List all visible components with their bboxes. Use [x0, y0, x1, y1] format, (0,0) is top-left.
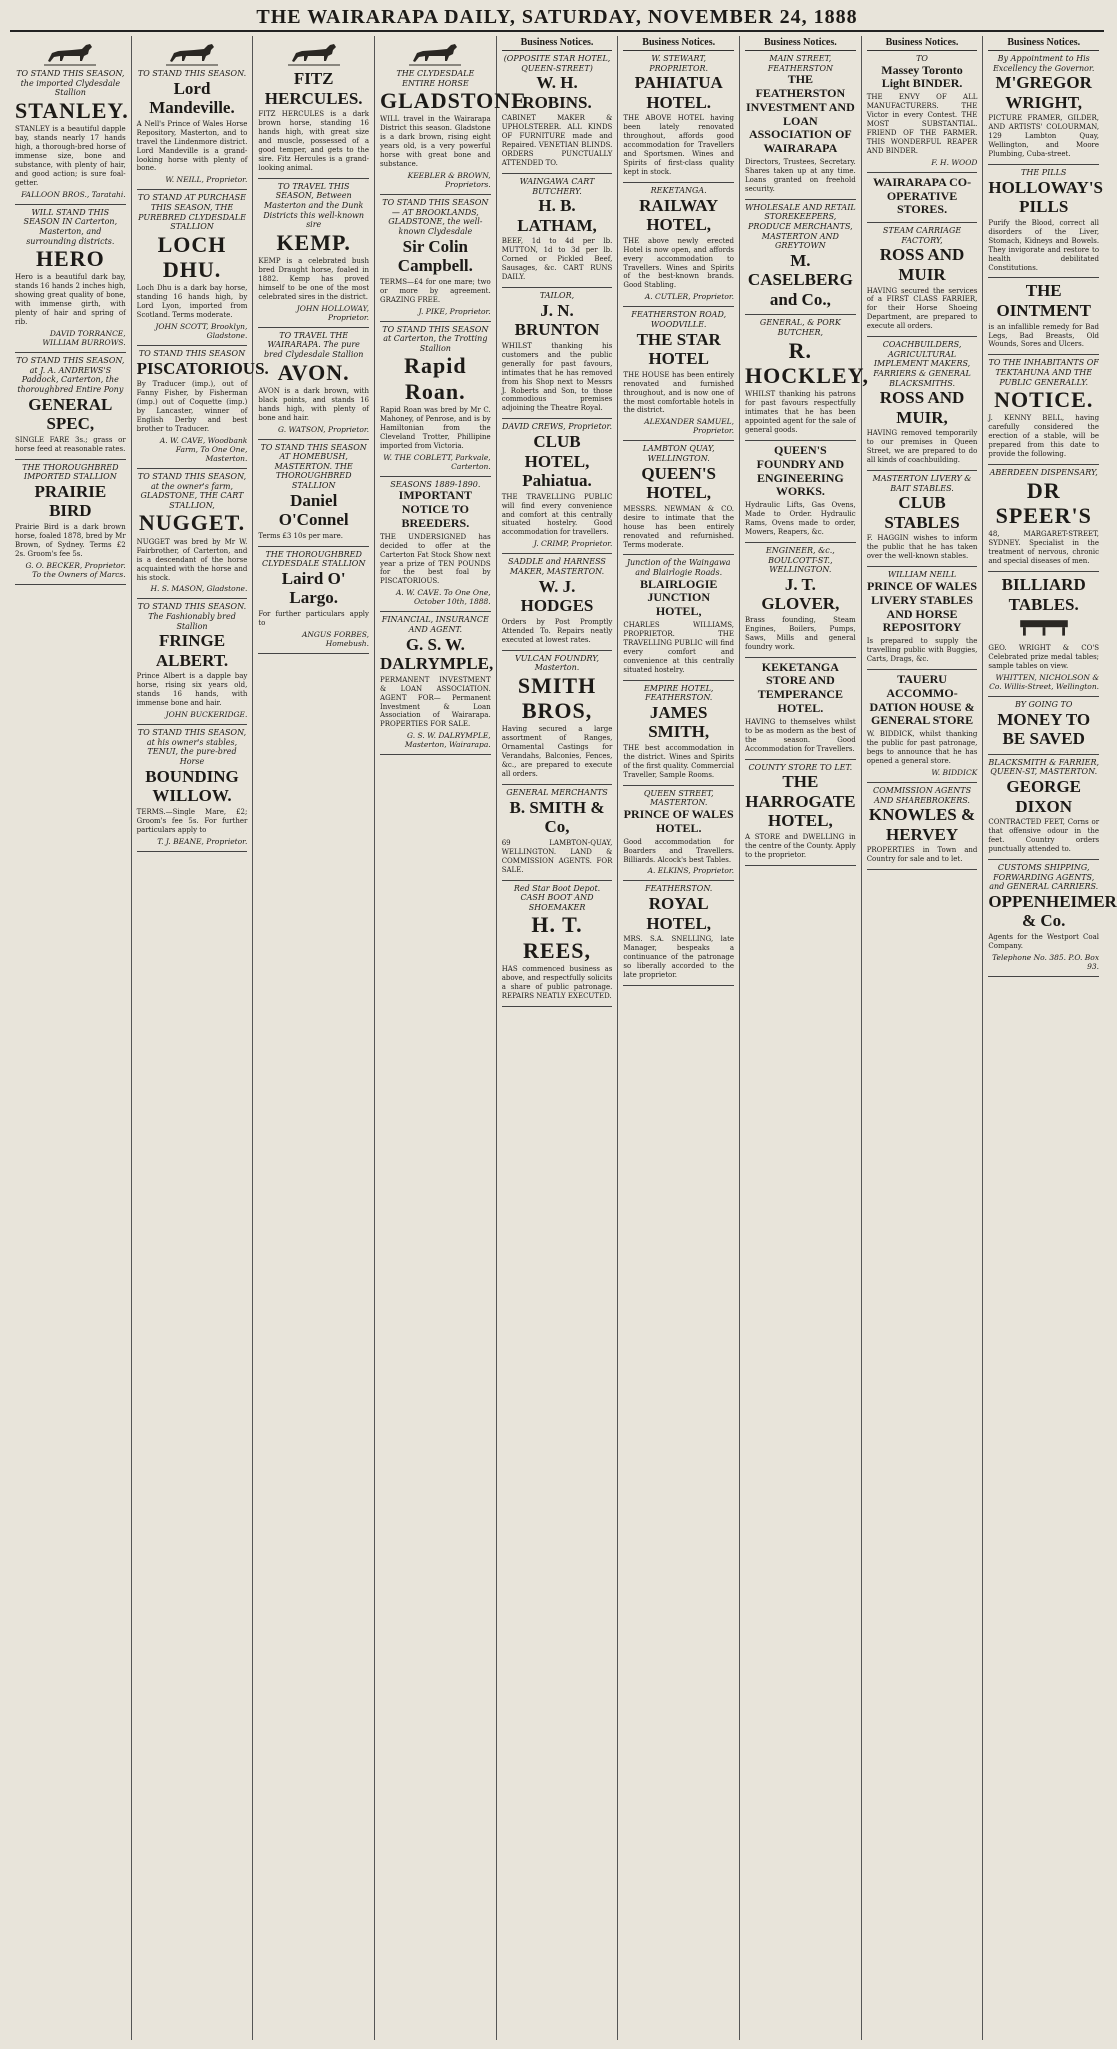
ad-heading: HOLLOWAY'S PILLS	[988, 177, 1104, 217]
ad-signature: A. ELKINS, Proprietor.	[647, 866, 735, 876]
ad-signature: ALEXANDER SAMUEL, Proprietor.	[644, 417, 735, 436]
advertisement	[867, 567, 978, 670]
ad-subheading: TO THE INHABITANTS OF TEKTAHUNA AND THE PUBLIC GENERALLY.	[988, 358, 1099, 387]
advertisement	[988, 465, 1099, 572]
column-9	[983, 36, 1117, 2040]
ad-subheading: TO STAND THIS SEASON	[138, 349, 246, 359]
ad-heading: M'GREGOR WRIGHT,	[995, 73, 1092, 112]
ad-subheading: VULCAN FOUNDRY, Masterton.	[514, 653, 600, 673]
advertisement	[258, 547, 369, 654]
ad-heading: KNOWLES & HERVEY	[868, 805, 976, 844]
ad-heading: W. J. HODGES	[520, 576, 594, 616]
ad-heading: THE OINTMENT	[996, 281, 1091, 320]
advertisement	[867, 337, 978, 471]
ad-signature: A. W. CAVE. To One One, October 10th, 1888.	[395, 588, 491, 607]
ad-subheading: TO	[916, 54, 928, 63]
ad-subheading: Red Star Boot Depot. CASH BOOT AND SHOEMAKER	[513, 883, 601, 912]
ad-heading: THE STAR HOTEL	[636, 329, 721, 369]
ad-body: By Traducer (imp.), out of Fanny Fisher, by Fisherman (imp.) out of Coquette (imp.) by Lancaster, winner of English Derby and best brother to Traducer.	[136, 380, 248, 434]
ad-subheading: TO STAND THIS SEASON, at J. A. ANDREWS'S Paddock, Carterton, the thoroughbred Entire Pony	[16, 356, 125, 394]
advertisement	[745, 543, 856, 658]
advertisement	[137, 469, 248, 599]
ad-body: 48, MARGARET-STREET, SYDNEY. Specialist in the treatment of nervous, chronic and special diseases of men.	[988, 530, 1100, 566]
ad-body: HAVING removed temporarily to our premises in Queen Street, we are prepared to do all kinds of coachbuilding.	[866, 429, 978, 465]
horse-icon	[164, 41, 220, 67]
ad-body: HAVING secured the services of a FIRST CLASS FARRIER, for their Horse Shoeing Department, are prepared to execute all orders.	[866, 286, 978, 331]
ad-body: MRS. S.A. SNELLING, late Manager, bespeaks a continuance of the patronage so liberally accorded to the late proprietor.	[623, 935, 735, 979]
advertisement	[15, 205, 126, 353]
ad-subheading: BY GOING TO	[1014, 700, 1073, 710]
ad-subheading: CUSTOMS SHIPPING, FORWARDING AGENTS, and GENERAL CARRIERS.	[989, 862, 1099, 892]
ad-heading: BILLIARD TABLES.	[1001, 575, 1086, 614]
column-header: Business Notices.	[745, 36, 856, 51]
ad-heading: BLAIRLOGIE JUNCTION HOTEL,	[640, 576, 718, 619]
ad-signature: A. CUTLER, Proprietor.	[644, 292, 735, 302]
advertisement	[380, 322, 491, 477]
ad-signature: F. H. WOOD	[931, 157, 978, 167]
ad-subheading: TAILOR,	[539, 291, 575, 301]
advertisement	[15, 353, 126, 459]
ad-body: HAS commenced business as above, and respectfully solicits a share of public patronage. REPAIRS NEATLY EXECUTED.	[501, 964, 613, 1000]
column-2	[132, 36, 269, 2040]
ad-body: WILL travel in the Wairarapa District this season. Gladstone is a dark brown, rising eight years old, is a very powerful horse with great bone and substance.	[380, 115, 491, 169]
ad-body: A STORE and DWELLING in the centre of the County. Apply to the proprietor.	[745, 832, 856, 859]
ad-heading: THE HARROGATE HOTEL,	[745, 772, 856, 831]
ad-subheading: Junction of the Waingawa and Blairlogie Roads.	[626, 558, 731, 578]
ad-signature: J. CRIMP, Proprietor.	[533, 539, 613, 549]
advertisement	[867, 471, 978, 567]
ad-signature: KEEBLER & BROWN, Proprietors.	[407, 171, 491, 190]
ad-signature: Telephone No. 385. P.O. Box 93.	[992, 952, 1100, 971]
ad-body: THE best accommodation in the district. Wines and Spirits of the first quality. Commercial Traveller, Sample Rooms.	[623, 744, 735, 779]
ad-body: CHARLES WILLIAMS, PROPRIETOR. THE TRAVELLING PUBLIC will find every comfort and convenience at this centrally situated hostelry.	[623, 621, 735, 674]
advertisement	[380, 477, 491, 613]
ad-heading: JAMES SMITH,	[648, 702, 710, 742]
ad-body: A Nell's Prince of Wales Horse Repository, Masterton, and to travel the Lindenmore district. Lord Mandeville is a grand-looking horse with plenty of bone.	[136, 119, 248, 173]
ad-heading: RAILWAY HOTEL,	[639, 195, 719, 235]
ad-signature: FALLOON BROS., Taratahi.	[21, 189, 126, 199]
ad-heading: NUGGET.	[138, 510, 246, 536]
ad-signature: H. S. MASON, Gladstone.	[150, 584, 248, 594]
ad-body: KEMP is a celebrated bush bred Draught horse, foaled in 1882. Kemp has proved himself to be one of the most celebrated sires in the district.	[258, 257, 370, 301]
ad-heading: LOCH DHU.	[157, 231, 227, 283]
ad-subheading: THE THOROUGHBRED CLYDESDALE STALLION	[262, 549, 366, 569]
ad-body: J. KENNY BELL, having carefully considered the erection of a stable, will be prepared from this date to provide the following.	[988, 414, 1100, 459]
ad-subheading: SEASONS 1889-1890.	[390, 479, 481, 489]
ad-signature: W. NEILL, Proprietor.	[165, 175, 248, 185]
ad-subheading: GENERAL, & PORK BUTCHER,	[759, 318, 841, 337]
advertisement	[988, 165, 1104, 278]
ad-heading: PRINCE OF WALES LIVERY STABLES AND HORSE REPOSITORY	[867, 578, 978, 635]
column-8	[862, 36, 984, 2040]
ad-heading: J. T. GLOVER,	[761, 574, 840, 614]
ad-signature: ANGUS FORBES, Homebush.	[301, 629, 370, 648]
advertisement	[502, 554, 613, 650]
ad-subheading: TO TRAVEL THE WAIRARAPA. The pure bred Clydesdale Stallion	[264, 330, 364, 359]
ad-heading: QUEEN'S FOUNDRY AND ENGINEERING WORKS.	[756, 442, 845, 499]
column-header: Business Notices.	[988, 36, 1099, 51]
horse-icon	[42, 41, 98, 67]
ad-signature: G. S. W. DALRYMPLE, Masterton, Wairarapa.	[404, 731, 491, 750]
ad-body: AVON is a dark brown, with black points, and stands 16 hands high, with plenty of bone and hair.	[258, 386, 370, 422]
ad-subheading: COUNTY STORE TO LET.	[748, 762, 853, 772]
ad-subheading: TO STAND THIS SEASON, at the owner's farm, GLADSTONE, THE CART STALLION,	[137, 472, 247, 510]
ad-heading: Sir Colin Campbell.	[397, 236, 473, 276]
advertisement	[137, 190, 248, 346]
ad-body: Prince Albert is a dapple bay horse, rising six years old, stands 16 hands, with immense bone and hair.	[136, 672, 248, 708]
masthead: THE WAIRARAPA DAILY, SATURDAY, NOVEMBER 24, 1888	[10, 4, 1104, 32]
ad-heading: G. S. W. DALRYMPLE,	[380, 634, 494, 674]
advertisement	[623, 881, 734, 985]
ad-body: TERMS—£4 for one mare; two or more by agreement. GRAZING FREE.	[380, 277, 491, 304]
advertisement	[502, 51, 613, 174]
ad-body: THE above newly erected Hotel is now open, and affords every accommodation to Travellers. Wines and Spirits of the best-known brands. Good Stabling.	[623, 236, 735, 290]
ad-body: Brass founding, Steam Engines, Boilers, Pumps, Saws, Mills and general foundry work.	[745, 615, 856, 651]
ad-heading: M. CASELBERG and Co.,	[747, 250, 853, 309]
ad-body: Rapid Roan was bred by Mr C. Mahoney, of Penrose, and is by Hamiltonian from the Cleveland Trotter, Phillipine imported from Victoria.	[380, 405, 491, 450]
advertisement	[988, 860, 1117, 977]
advertisement	[15, 36, 129, 205]
billiard-table-icon	[1016, 616, 1072, 642]
ad-heading: PAHIATUA HOTEL.	[634, 73, 723, 112]
advertisement	[258, 36, 369, 179]
ad-subheading: TO STAND THIS SEASON AT HOMEBUSH, MASTERTON. THE THOROUGHBRED STALLION	[260, 442, 367, 491]
ad-body: CONTRACTED FEET, Corns or that offensive odour in the feet. Country orders punctually attended to.	[988, 818, 1100, 854]
advertisement	[745, 760, 856, 866]
advertisement	[867, 173, 978, 223]
advertisement	[745, 441, 856, 543]
ad-heading: R. HOCKLEY,	[745, 337, 869, 388]
ad-heading: CLUB HOTEL, Pahiatua.	[522, 431, 592, 491]
ad-subheading: DAVID CREWS, Proprietor.	[502, 422, 612, 432]
advertisement	[867, 783, 978, 870]
advertisement	[502, 881, 613, 1007]
ad-subheading: TO STAND THIS SEASON at Carterton, the Trotting Stallion	[382, 324, 489, 353]
ad-body: TERMS.—Single Mare, £2; Groom's fee 5s. For further particulars apply to	[136, 807, 248, 834]
advertisement	[258, 328, 369, 440]
advertisement	[623, 307, 734, 441]
advertisement	[258, 179, 369, 328]
column-4	[375, 36, 527, 2040]
ad-body: THE HOUSE has been entirely renovated and furnished throughout, and is now one of the most comfortable hotels in the district.	[623, 370, 735, 415]
ad-heading: Rapid Roan.	[404, 353, 467, 404]
horse-icon	[286, 41, 342, 67]
ad-body: STANLEY is a beautiful dapple bay, stands nearly 17 hands high, a thorough-bred horse of immense size, bone and substance, with plenty of hair, and good action; is sure foal-getter.	[15, 125, 126, 187]
ad-body: GEO. WRIGHT & CO'S Celebrated prize medal tables; sample tables on view.	[988, 644, 1100, 671]
advertisement	[15, 460, 126, 585]
ad-subheading: By Appointment to His Excellency the Governor.	[992, 54, 1095, 73]
ad-subheading: COACHBUILDERS, AGRICULTURAL IMPLEMENT MAKERS, FARRIERS & GENERAL BLACKSMITHS.	[873, 340, 971, 388]
ad-signature: W. THE COBLETT, Parkvale, Carterton.	[383, 452, 491, 471]
ad-body: PERMANENT INVESTMENT & LOAN ASSOCIATION. AGENT FOR— Permanent Investment & Loan Association of Wairarapa. PROPERTIES FOR SALE.	[380, 675, 491, 729]
ad-subheading: ABERDEEN DISPENSARY,	[989, 468, 1098, 478]
ad-body: F. HAGGIN wishes to inform the public that he has taken over the well-known stables.	[866, 534, 978, 561]
ad-heading: KEMP.	[276, 229, 351, 255]
ad-heading: SMITH BROS,	[517, 672, 597, 723]
ad-subheading: REKETANGA.	[650, 185, 707, 195]
ad-body: THE ENVY OF ALL MANUFACTURERS. THE Victor in every Contest. THE MOST SUBSTANTIAL. FRIEND OF THE FARMER. THIS WONDERFUL REAPER AND BINDER.	[866, 93, 978, 155]
column-header: Business Notices.	[867, 36, 978, 51]
ad-body: Purify the Blood, correct all disorders of the Liver, Stomach, Kidneys and Bowels. They invigorate and restore to health debilitated Constitutions.	[988, 218, 1100, 272]
ad-subheading: FEATHERSTON ROAD, WOODVILLE.	[631, 310, 727, 329]
ad-subheading: TO STAND AT PURCHASE THIS SEASON, THE PUREBRED CLYDESDALE STALLION	[138, 193, 246, 232]
ad-heading: FRINGE ALBERT.	[155, 631, 229, 670]
advertisement	[258, 440, 369, 547]
ad-heading: CLUB STABLES	[884, 493, 960, 532]
ad-heading: TAUERU ACCOMMO-DATION HOUSE & GENERAL STORE	[869, 671, 975, 728]
ad-subheading: COMMISSION AGENTS AND SHAREBROKERS.	[872, 785, 972, 805]
advertisement	[988, 572, 1099, 697]
ad-heading: Massey Toronto Light BINDER.	[881, 62, 963, 91]
ad-signature: W. BIDDICK	[931, 767, 978, 777]
ad-body: PROPERTIES in Town and Country for sale and to let.	[866, 846, 978, 864]
ad-subheading: ENGINEER, &c., BOULCOTT-ST., WELLINGTON.	[765, 545, 835, 575]
ad-subheading: THE PILLS	[1021, 168, 1067, 178]
advertisement	[745, 51, 856, 200]
ad-signature: J. PIKE, Proprietor.	[418, 306, 491, 316]
advertisement	[502, 785, 613, 881]
ad-body: For further particulars apply to	[258, 609, 370, 627]
ad-subheading: WAINGAWA CART BUTCHERY.	[519, 177, 595, 196]
advertisement	[136, 346, 269, 469]
ad-heading: MONEY TO BE SAVED	[997, 709, 1091, 749]
advertisement	[623, 681, 734, 786]
advertisement	[745, 658, 856, 760]
advertisement	[623, 786, 734, 882]
ad-heading: NOTICE.	[994, 387, 1094, 413]
advertisement	[988, 697, 1099, 755]
ad-signature: A. W. CAVE, Woodbank Farm, To One One, Masterton.	[159, 436, 248, 464]
horse-icon	[407, 41, 463, 67]
ad-body: W. BIDDICK, whilst thanking the public for past patronage, begs to announce that he has opened a general store.	[866, 730, 978, 765]
advertisement	[623, 51, 734, 183]
ad-heading: PRAIRIE BIRD	[34, 481, 107, 521]
ad-subheading: WHOLESALE AND RETAIL STOREKEEPERS, PRODUCE MERCHANTS, MASTERTON AND GREYTOWN	[745, 202, 856, 251]
ad-subheading: TO STAND THIS SEASON.	[137, 69, 247, 78]
advertisement	[137, 599, 248, 725]
ad-body: WHILST thanking his patrons for past favours respectfully intimates that he has been appointed agent for the sale of general goods.	[745, 390, 856, 434]
ad-body: WHILST thanking his customers and the public generally for past favours, intimates that he has removed from his Shop next to Messrs J. Roberts and Son, to those commodious premises adjoining the Theatre Royal.	[501, 341, 613, 413]
ad-body: Prairie Bird is a dark brown horse, foaled 1878, bred by Mr Brown, of Sydney. Terms £2 2s. Groom's fee 5s.	[15, 522, 126, 558]
advertisement	[867, 670, 978, 783]
advertisement	[137, 36, 248, 190]
ad-body: THE ABOVE HOTEL having been lately renovated throughout, affords good accommodation for Travellers and Sportsmen. Wines and Spirits of first-class quality kept in stock.	[623, 114, 735, 176]
ad-subheading: TO STAND THIS SEASON. The Fashionably bred Stallion	[137, 602, 247, 631]
ad-heading: Daniel O'Connel	[278, 490, 349, 530]
ad-subheading: STEAM CARRIAGE FACTORY,	[882, 226, 962, 245]
advertisement	[988, 51, 1099, 165]
ad-heading: GEORGE DIXON	[1006, 777, 1082, 816]
column-header: Business Notices.	[502, 36, 613, 51]
ad-body: BEEF, 1d to 4d per lb. MUTTON, 1d to 3d per lb. Corned or Pickled Beef, Sausages, &c. CART RUNS DAILY.	[501, 237, 613, 282]
advertisement	[502, 288, 613, 419]
ad-body: Good accommodation for Boarders and Travellers. Billiards. Alcock's best Tables.	[623, 837, 735, 864]
column-6	[618, 36, 740, 2040]
ad-signature: T. J. BEANE, Proprietor.	[157, 836, 248, 846]
ad-heading: STANLEY.	[15, 97, 129, 123]
ad-body: PICTURE FRAMER, GILDER, AND ARTISTS' COLOURMAN, 129 Lambton Quay, Wellington, and Moore Plumbing, Cuba-street.	[988, 114, 1100, 159]
ad-body: is an infallible remedy for Bad Legs, Bad Breasts, Old Wounds, Sores and Ulcers.	[988, 322, 1100, 349]
ad-heading: PISCATORIOUS.	[136, 358, 269, 378]
ad-signature: WHITTEN, NICHOLSON & Co. Willis-Street, Wellington.	[989, 673, 1100, 692]
ad-subheading: THE CLYDESDALE ENTIRE HORSE	[396, 69, 475, 88]
ad-heading: QUEEN'S HOTEL,	[641, 463, 717, 503]
ad-subheading: GENERAL MERCHANTS	[506, 788, 608, 797]
ad-signature: JOHN HOLLOWAY, Proprietor.	[296, 303, 370, 322]
ad-subheading: FINANCIAL, INSURANCE AND AGENT.	[381, 615, 489, 634]
ad-subheading: THE THOROUGHBRED IMPORTED STALLION	[22, 462, 119, 482]
ad-body: Having secured a large assortment of Ranges, Ornamental Castings for Verandahs, Balconies, Fences, &c., are prepared to execute all orders.	[501, 725, 613, 779]
ad-signature: JOHN BUCKERIDGE.	[165, 710, 248, 720]
advertisement	[502, 419, 613, 554]
ad-signature: G. WATSON, Proprietor.	[277, 424, 370, 434]
ad-heading: ROYAL HOTEL,	[646, 894, 712, 933]
advertisement	[623, 441, 734, 555]
ad-subheading: LAMBTON QUAY, WELLINGTON.	[642, 444, 715, 463]
ad-heading: BOUNDING WILLOW.	[145, 766, 239, 806]
ad-body: MESSRS. NEWMAN & CO. desire to intimate that the house has been entirely renovated and refurnished. Terms moderate.	[623, 504, 735, 549]
ad-heading: HERO	[35, 246, 105, 272]
ad-heading: GLADSTONE	[380, 88, 527, 114]
ad-heading: B. SMITH & Co,	[509, 797, 605, 837]
ad-heading: OPPENHEIMER & Co.	[988, 891, 1117, 931]
ad-heading: Laird O' Largo.	[281, 568, 346, 608]
ad-heading: GENERAL SPEC,	[28, 394, 113, 434]
ad-body: Directors, Trustees, Secretary. Shares taken up at any time. Loans granted on freehold security.	[745, 157, 856, 193]
ad-subheading: WILL STAND THIS SEASON IN Carterton, Masterton, and surrounding districts.	[23, 207, 118, 246]
ad-body: Loch Dhu is a dark bay horse, standing 16 hands high, by Lord Lyon, imported from Scotland. Terms moderate.	[136, 284, 248, 320]
advertisement	[867, 223, 978, 337]
advertisement	[745, 200, 856, 316]
ad-heading: FITZ HERCULES.	[264, 69, 363, 108]
advertisement	[380, 195, 491, 321]
ad-subheading: MASTERTON LIVERY & BAIT STABLES.	[872, 474, 972, 493]
advertisement	[380, 36, 527, 195]
ad-signature: JOHN SCOTT, Brooklyn, Gladstone.	[155, 322, 248, 341]
ad-body: Agents for the Westport Coal Company.	[988, 932, 1100, 950]
ad-body: THE UNDERSIGNED has decided to offer at the Carterton Fat Stock Show next year a prize of TEN POUNDS for the best foal by PISCATORIOUS.	[380, 532, 491, 586]
ad-subheading: QUEEN STREET, MASTERTON.	[643, 788, 714, 808]
advertisement	[988, 278, 1099, 355]
ad-subheading: TO STAND THIS SEASON — AT BROOKLANDS, GLADSTONE, the well-known Clydesdale	[382, 198, 489, 236]
column-header: Business Notices.	[623, 36, 734, 51]
advertisement	[137, 725, 248, 851]
ad-heading: ROSS AND MUIR	[879, 245, 965, 284]
ad-body: FITZ HERCULES is a dark brown horse, standing 16 hands high, with great size and muscle, possessed of a good temper, and gets to the sire. Fitz Hercules is a grand-looking animal.	[258, 110, 370, 172]
ad-subheading: BLACKSMITH & FARRIER, QUEEN-ST, MASTERTON.	[988, 757, 1100, 777]
ad-subheading: W. STEWART, PROPRIETOR.	[649, 54, 709, 73]
ad-subheading: TO TRAVEL THIS SEASON, Between Masterton and the Dunk Districts this well-known sire	[263, 181, 365, 230]
ad-subheading: FEATHERSTON.	[645, 884, 713, 894]
ad-heading: WAIRARAPA CO-OPERATIVE STORES.	[872, 174, 972, 217]
ad-body: 69 LAMBTON-QUAY, WELLINGTON. LAND & COMMISSION AGENTS. FOR SALE.	[501, 838, 613, 874]
ad-subheading: TO STAND THIS SEASON, the imported Clydesdale Stallion	[16, 69, 125, 98]
advertisement	[988, 755, 1099, 860]
ad-subheading: TO STAND THIS SEASON, at his owner's stables, TENUI, the pure-bred Horse	[137, 728, 247, 766]
advertisement	[745, 315, 869, 441]
column-7	[740, 36, 869, 2040]
ad-heading: DR SPEER'S	[995, 477, 1092, 529]
advertisement	[623, 183, 734, 307]
ad-heading: J. N. BRUNTON	[514, 300, 600, 340]
ad-body: Terms £3 10s per mare.	[258, 531, 343, 540]
advertisement	[502, 651, 613, 786]
ad-heading: PRINCE OF WALES HOTEL.	[623, 807, 734, 835]
ad-body: THE TRAVELLING PUBLIC will find every convenience and comfort at this centrally situated hostelry. Good accommodation for travellers.	[501, 492, 613, 537]
advertisement	[623, 555, 734, 680]
ad-subheading: WILLIAM NEILL	[887, 570, 957, 580]
column-1	[10, 36, 132, 2040]
columns	[10, 36, 1117, 2040]
advertisement	[380, 612, 494, 755]
ad-body: HAVING to themselves whilst to be as modern as the best of the season. Good Accommodation for Travellers.	[745, 717, 856, 753]
ad-heading: Lord Mandeville.	[149, 78, 235, 118]
ad-heading: H. T. REES,	[523, 912, 592, 963]
advertisement	[867, 51, 978, 173]
ad-heading: KEKETANGA STORE AND TEMPERANCE HOTEL.	[757, 659, 844, 716]
ad-body: Hydraulic Lifts, Gas Ovens, Made to Order. Hydraulic Rams, Ovens made to order, Mowers, Reapers, &c.	[745, 501, 856, 536]
advertisement	[988, 355, 1099, 465]
ad-heading: ROSS AND MUIR,	[879, 388, 965, 427]
ad-body: CABINET MAKER & UPHOLSTERER. ALL KINDS OF FURNITURE made and Repaired. VENETIAN BLINDS. ORDERS PUNCTUALLY ATTENDED TO.	[501, 114, 613, 168]
ad-heading: H. B. LATHAM,	[517, 196, 597, 235]
ad-heading: IMPORTANT NOTICE TO BREEDERS.	[398, 488, 473, 530]
column-5	[497, 36, 619, 2040]
ad-heading: THE FEATHERSTON INVESTMENT AND LOAN ASSOCIATION OF WAIRARAPA	[745, 72, 855, 156]
ad-body: Orders by Post Promptly Attended To. Repairs neatly executed at lowest rates.	[501, 617, 613, 644]
ad-signature: G. O. BECKER, Proprietor. To the Owners of Marcs.	[25, 560, 126, 579]
ad-heading: AVON.	[277, 359, 350, 385]
ad-heading: W. H. ROBINS.	[522, 73, 592, 112]
ad-body: NUGGET was bred by Mr W. Fairbrother, of Carterton, and is a descendant of the horse acquainted with the horse and his stock.	[136, 537, 248, 582]
advertisement	[502, 174, 613, 288]
column-3	[253, 36, 375, 2040]
ad-subheading: SADDLE and HARNESS MAKER, MASTERTON.	[508, 557, 606, 576]
ad-body: SINGLE FARE 3s.; grass or horse feed at reasonable rates.	[15, 435, 126, 453]
ad-body: Is prepared to supply the travelling public with Buggies, Carts, Drags, &c.	[866, 637, 978, 663]
ad-subheading: (OPPOSITE STAR HOTEL, QUEEN-STREET)	[503, 54, 611, 73]
ad-subheading: EMPIRE HOTEL, FEATHERSTON.	[643, 683, 714, 703]
ad-body: Hero is a beautiful dark bay, stands 16 hands 2 inches high, showing great quality of bone, with immense girth, with plenty of hair and spring of rib.	[15, 273, 126, 327]
ad-subheading: MAIN STREET, FEATHERSTON	[767, 54, 833, 73]
ad-signature: DAVID TORRANCE, WILLIAM BURROWS.	[42, 329, 126, 348]
